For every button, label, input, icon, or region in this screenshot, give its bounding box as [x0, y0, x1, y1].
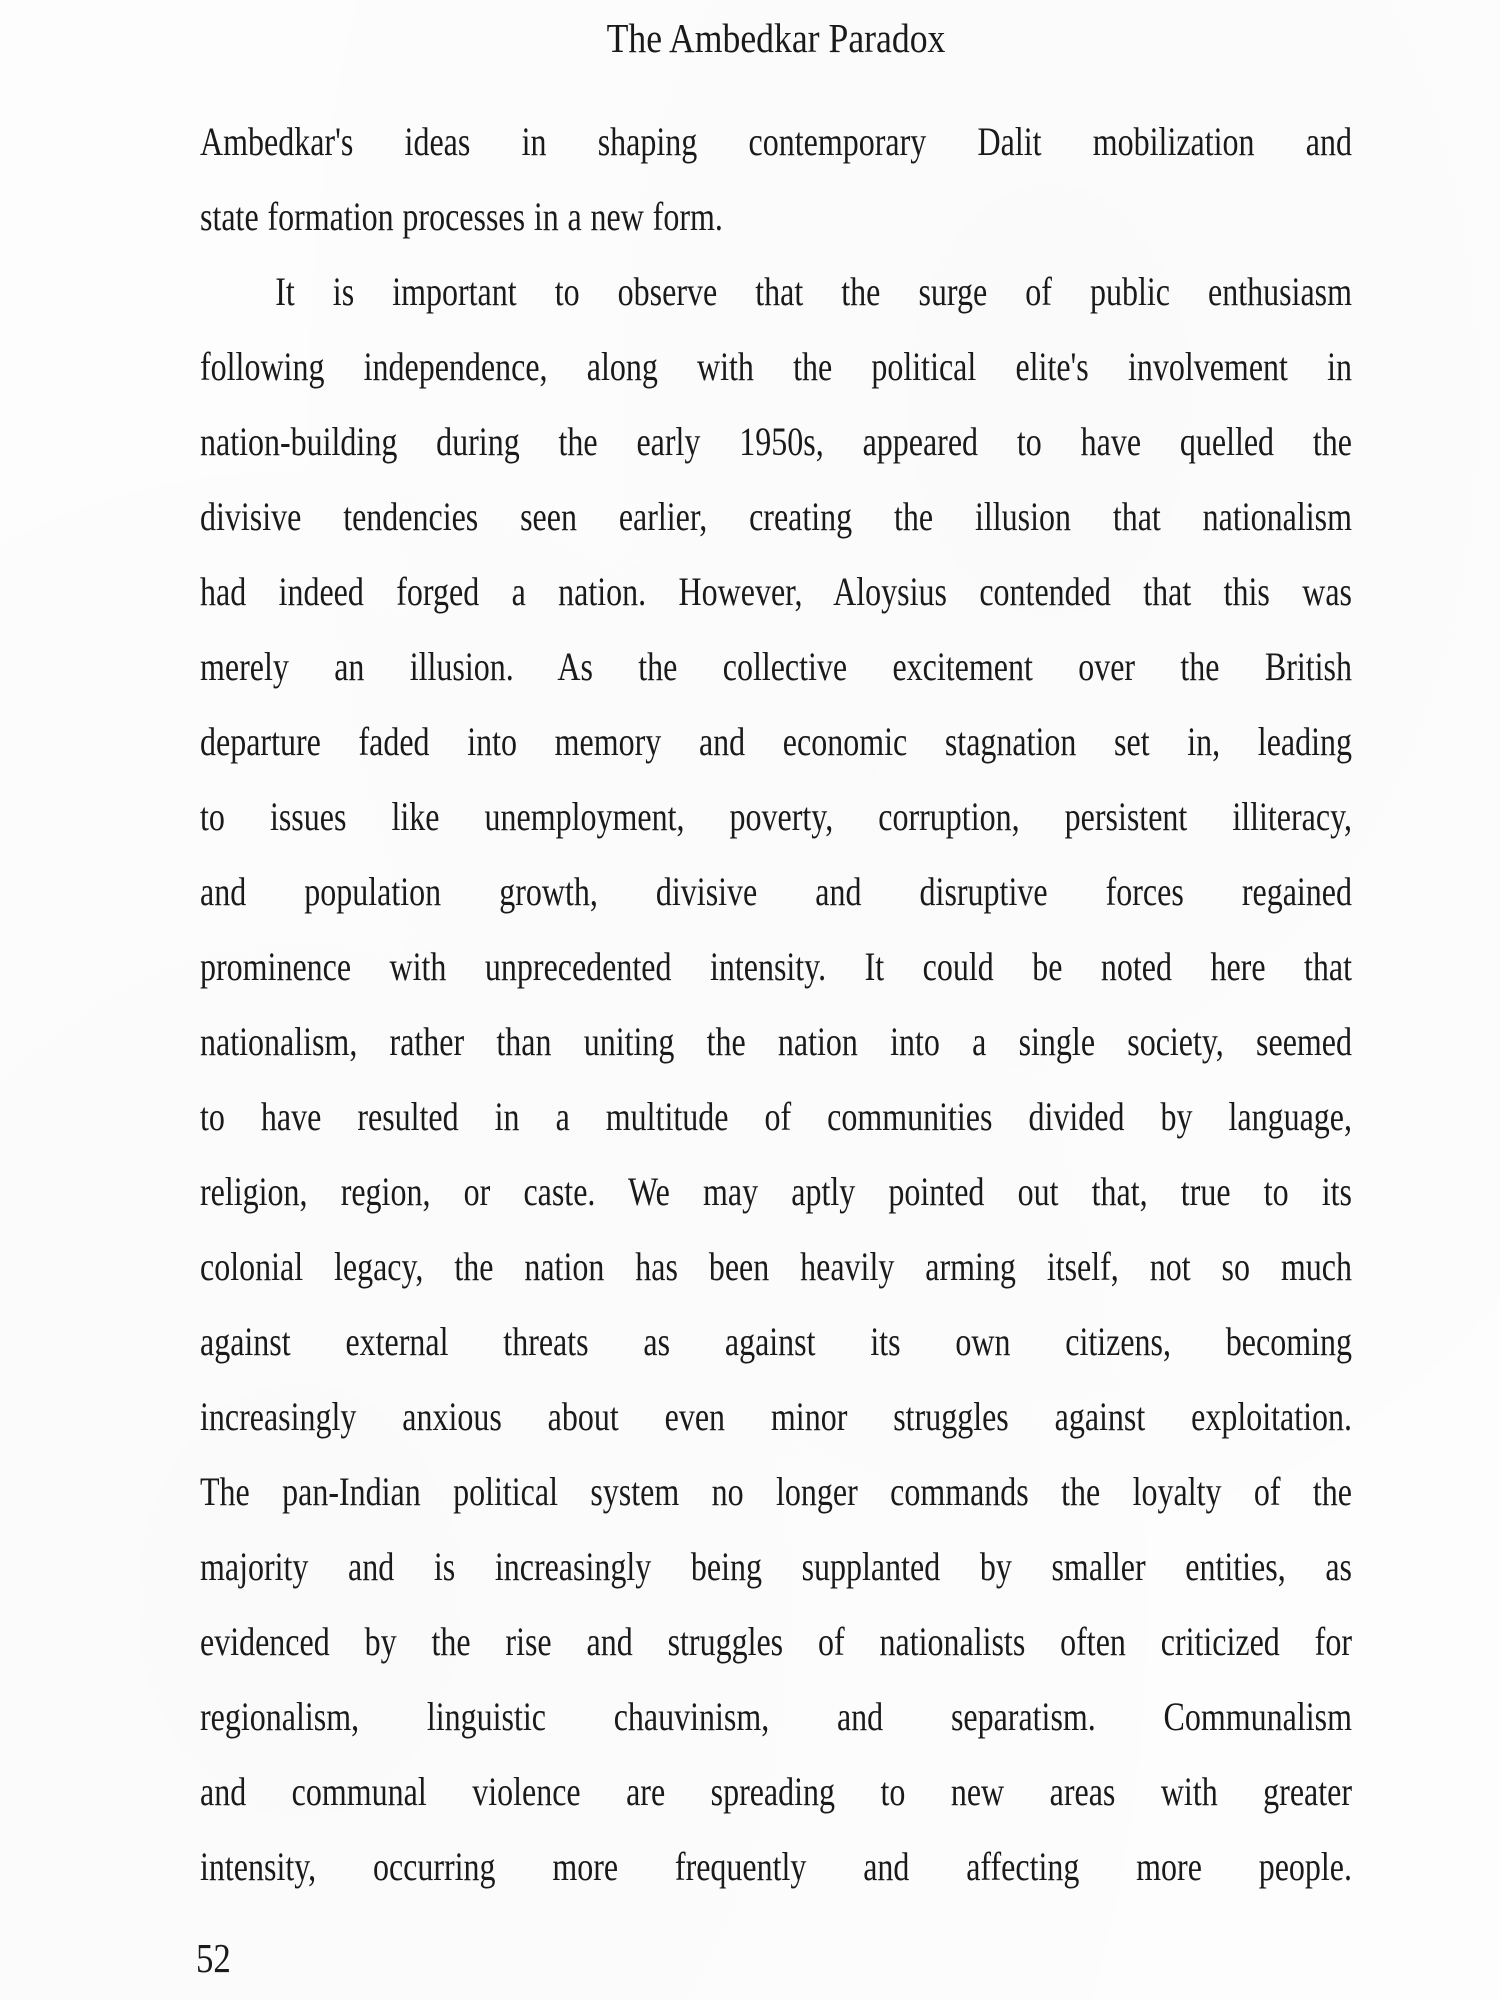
text-line: evidenced by the rise and struggles of nationalists often criticized for	[200, 1619, 1352, 1664]
text-line: prominence with unprecedented intensity. It could be noted here that	[200, 944, 1352, 989]
text-line: had indeed forged a nation. However, Aloysius contended that this was	[200, 569, 1352, 614]
text-line: following independence, along with the political elite's involvement in	[200, 344, 1352, 389]
text-line: and communal violence are spreading to new areas with greater	[200, 1769, 1352, 1814]
text-line: colonial legacy, the nation has been heavily arming itself, not so much	[200, 1244, 1352, 1289]
body-text	[200, 104, 1352, 1904]
page-number: 52	[196, 1935, 231, 1981]
text-line: and population growth, divisive and disruptive forces regained	[200, 869, 1352, 914]
text-line: The pan-Indian political system no longer commands the loyalty of the	[200, 1469, 1352, 1514]
text-line: regionalism, linguistic chauvinism, and separatism. Communalism	[200, 1694, 1352, 1739]
text-line: religion, region, or caste. We may aptly pointed out that, true to its	[200, 1169, 1352, 1214]
text-line: nationalism, rather than uniting the nation into a single society, seemed	[200, 1019, 1352, 1064]
text-line: It is important to observe that the surge of public enthusiasm	[275, 269, 1353, 314]
text-line: majority and is increasingly being supplanted by smaller entities, as	[200, 1544, 1352, 1589]
text-line: state formation processes in a new form.	[200, 194, 723, 239]
text-line: divisive tendencies seen earlier, creating the illusion that nationalism	[200, 494, 1352, 539]
text-line: increasingly anxious about even minor struggles against exploitation.	[200, 1394, 1352, 1439]
text-line: nation-building during the early 1950s, appeared to have quelled the	[200, 419, 1352, 464]
page-title: The Ambedkar Paradox	[606, 15, 946, 61]
text-line: intensity, occurring more frequently and affecting more people.	[200, 1844, 1352, 1889]
text-line: to have resulted in a multitude of communities divided by language,	[200, 1094, 1352, 1139]
text-line: merely an illusion. As the collective excitement over the British	[200, 644, 1352, 689]
text-line: Ambedkar's ideas in shaping contemporary Dalit mobilization and	[200, 119, 1352, 164]
text-line: against external threats as against its own citizens, becoming	[200, 1319, 1352, 1364]
text-line: to issues like unemployment, poverty, corruption, persistent illiteracy,	[200, 794, 1352, 839]
text-line: departure faded into memory and economic stagnation set in, leading	[200, 719, 1352, 764]
